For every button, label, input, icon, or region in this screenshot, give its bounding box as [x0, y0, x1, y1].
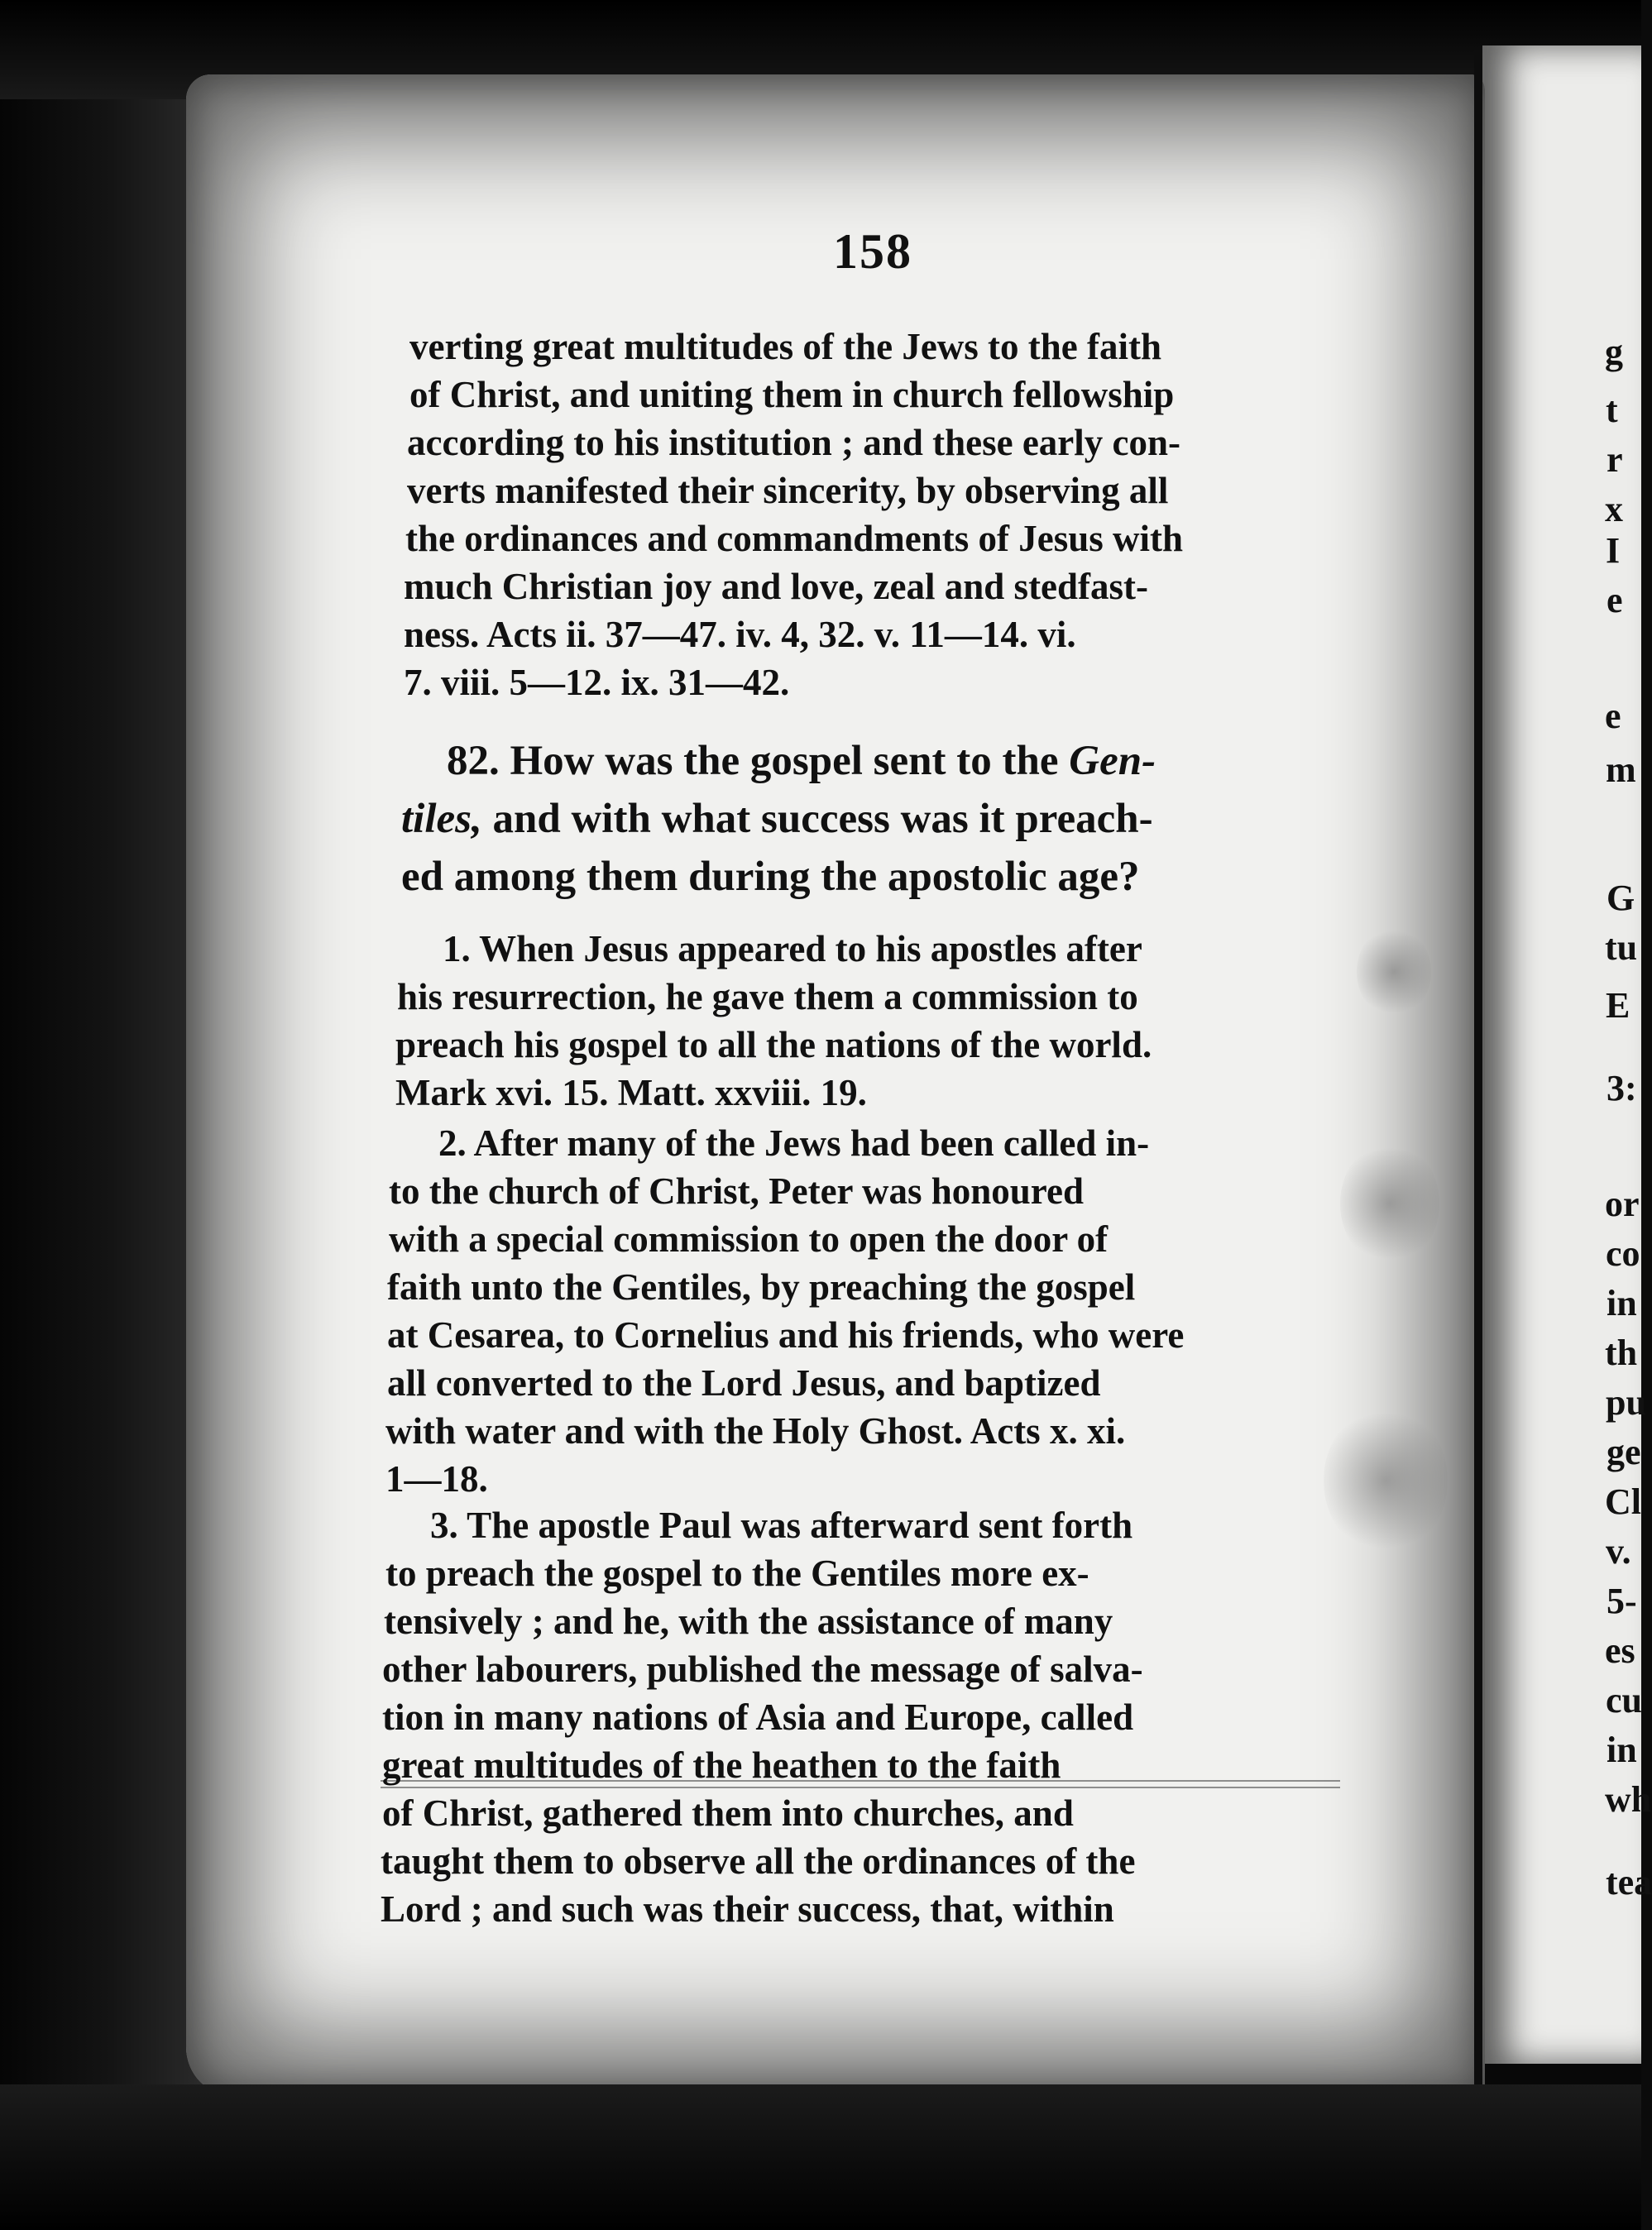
text-line: the ordinances and commandments of Jesus with: [405, 518, 1184, 559]
page-gutter: [1474, 50, 1482, 2084]
adjacent-page-fragment: r: [1607, 439, 1623, 480]
ink-smudge: [1357, 926, 1431, 1017]
text-line: great multitudes of the heathen to the faith: [382, 1744, 1061, 1786]
adjacent-page-fragment: Cl: [1605, 1481, 1641, 1522]
adjacent-page-fragment: cu: [1606, 1680, 1642, 1720]
adjacent-page-fragment: in: [1607, 1730, 1637, 1770]
text-line: 2. After many of the Jews had been called in-: [438, 1122, 1150, 1164]
text-line: according to his institution ; and these early con-: [407, 422, 1181, 463]
text-line: with a special commission to open the door of: [389, 1218, 1109, 1260]
text-line: tion in many nations of Asia and Europe, called: [382, 1696, 1134, 1738]
adjacent-page-fragment: 3:: [1607, 1068, 1637, 1108]
ink-smudge: [1340, 1141, 1439, 1266]
text-line: other labourers, published the message of salva-: [382, 1649, 1143, 1690]
question-text: and with what success was it preach-: [481, 796, 1153, 842]
adjacent-page-fragment: pu: [1606, 1382, 1646, 1423]
adjacent-page-fragment: tea: [1606, 1862, 1652, 1902]
text-line: verting great multitudes of the Jews to the faith: [409, 326, 1162, 367]
text-line: 3. The apostle Paul was afterward sent forth: [430, 1505, 1133, 1546]
text-line: tensively ; and he, with the assistance of many: [384, 1601, 1113, 1642]
text-line: at Cesarea, to Cornelius and his friends, who were: [387, 1314, 1185, 1356]
question-line: [401, 856, 1140, 898]
question-line: [401, 798, 1153, 840]
text-line: 1. When Jesus appeared to his apostles after: [443, 928, 1142, 969]
adjacent-page-fragment: e: [1605, 696, 1621, 736]
adjacent-page-fragment: v.: [1606, 1531, 1631, 1572]
text-line: of Christ, gathered them into churches, and: [382, 1792, 1074, 1834]
text-line: Lord ; and such was their success, that, within: [381, 1888, 1114, 1930]
text-line: of Christ, and uniting them in church fellowship: [409, 374, 1175, 415]
adjacent-page-fragment: e: [1607, 580, 1623, 620]
adjacent-page-fragment: t: [1606, 390, 1618, 430]
scan-line: [381, 1787, 1340, 1788]
ink-smudge: [1324, 1406, 1448, 1555]
question-italic: tiles,: [401, 796, 482, 842]
text-line: verts manifested their sincerity, by observing all: [407, 470, 1169, 511]
question-text: ed among them during the apostolic age?: [401, 854, 1140, 900]
text-line: Mark xvi. 15. Matt. xxviii. 19.: [395, 1072, 867, 1113]
question-italic: Gen-: [1069, 738, 1156, 784]
question-line: [447, 740, 1156, 782]
adjacent-page-fragment: x: [1605, 489, 1623, 529]
text-line: to preach the gospel to the Gentiles more ex-: [385, 1553, 1089, 1594]
adjacent-page-fragment: I: [1606, 530, 1621, 571]
adjacent-page-fragment: E: [1606, 985, 1630, 1026]
text-line: all converted to the Lord Jesus, and baptized: [387, 1362, 1101, 1404]
adjacent-page-fragment: co: [1606, 1233, 1640, 1274]
text-line: taught them to observe all the ordinances of the: [381, 1840, 1136, 1882]
question-text: 82. How was the gospel sent to the: [447, 738, 1070, 784]
text-line: to the church of Christ, Peter was honoured: [389, 1170, 1084, 1212]
adjacent-page-fragment: es: [1605, 1630, 1635, 1671]
text-line: much Christian joy and love, zeal and stedfast-: [404, 566, 1149, 607]
text-line: 1—18.: [385, 1458, 488, 1500]
bottom-shadow: [0, 2084, 1641, 2230]
adjacent-page-fragment: g: [1605, 332, 1623, 372]
text-line: faith unto the Gentiles, by preaching the gospel: [387, 1266, 1136, 1308]
text-line: preach his gospel to all the nations of the world.: [395, 1024, 1152, 1065]
adjacent-page-fragment: m: [1606, 749, 1636, 790]
adjacent-page-fragment: ge: [1607, 1432, 1641, 1472]
adjacent-page-fragment: or: [1605, 1184, 1640, 1224]
adjacent-page-fragment: wh: [1605, 1779, 1652, 1820]
adjacent-page-fragment: G: [1607, 878, 1635, 918]
adjacent-page-fragment: tu: [1605, 927, 1638, 968]
text-line: 7. viii. 5—12. ix. 31—42.: [404, 662, 790, 703]
adjacent-page-fragment: in: [1607, 1283, 1637, 1323]
text-line: ness. Acts ii. 37—47. iv. 4, 32. v. 11—14. vi.: [404, 614, 1076, 655]
page-number: 158: [833, 224, 912, 279]
adjacent-page-fragment: th: [1605, 1333, 1638, 1373]
text-line: with water and with the Holy Ghost. Acts x. xi.: [385, 1410, 1126, 1452]
adjacent-page-fragment: 5-: [1607, 1581, 1637, 1621]
text-line: his resurrection, he gave them a commission to: [397, 976, 1138, 1017]
